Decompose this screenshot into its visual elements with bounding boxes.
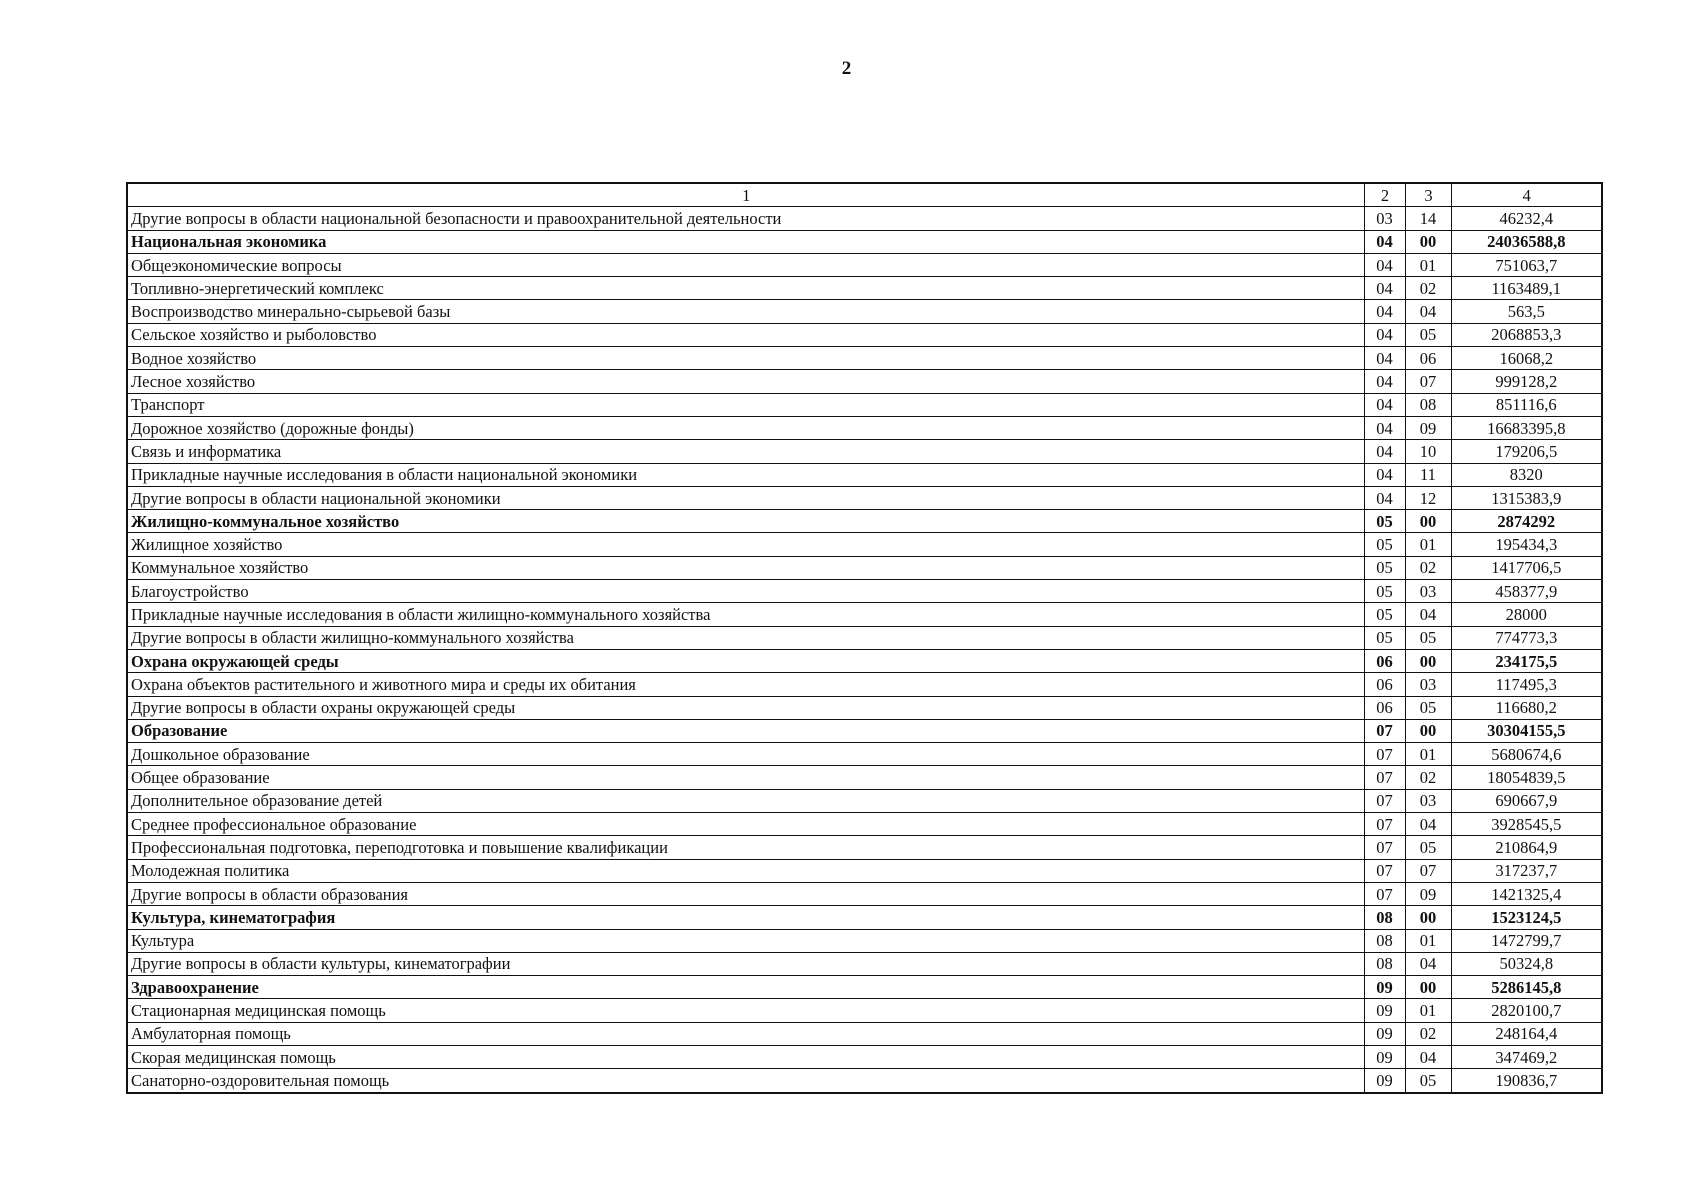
- row-section-code: 04: [1364, 440, 1405, 463]
- row-amount: 5286145,8: [1451, 976, 1602, 999]
- row-subsection-code: 03: [1405, 789, 1451, 812]
- table-row: [127, 696, 1602, 719]
- row-amount: 234175,5: [1451, 649, 1602, 672]
- row-subsection-code: 04: [1405, 1045, 1451, 1068]
- row-subsection-code: 01: [1405, 533, 1451, 556]
- row-section-code: 04: [1364, 300, 1405, 323]
- table-row: [127, 952, 1602, 975]
- row-section-code: 04: [1364, 277, 1405, 300]
- row-name: Стационарная медицинская помощь: [127, 999, 1364, 1022]
- row-subsection-code: 02: [1405, 766, 1451, 789]
- row-section-code: 04: [1364, 230, 1405, 253]
- row-name: Охрана объектов растительного и животного мира и среды их обитания: [127, 673, 1364, 696]
- row-section-code: 03: [1364, 207, 1405, 230]
- row-section-code: 07: [1364, 743, 1405, 766]
- row-name: Дошкольное образование: [127, 743, 1364, 766]
- row-section-code: 08: [1364, 929, 1405, 952]
- row-subsection-code: 04: [1405, 300, 1451, 323]
- row-name: Другие вопросы в области охраны окружающей среды: [127, 696, 1364, 719]
- row-name: Прикладные научные исследования в области жилищно-коммунального хозяйства: [127, 603, 1364, 626]
- row-amount: 2820100,7: [1451, 999, 1602, 1022]
- row-amount: 2874292: [1451, 510, 1602, 533]
- table-row: [127, 556, 1602, 579]
- row-section-code: 04: [1364, 370, 1405, 393]
- row-section-code: 06: [1364, 649, 1405, 672]
- table-row: [127, 766, 1602, 789]
- table-row: [127, 580, 1602, 603]
- row-section-code: 08: [1364, 906, 1405, 929]
- row-subsection-code: 05: [1405, 836, 1451, 859]
- table-row: [127, 416, 1602, 439]
- table-body: [127, 207, 1602, 1093]
- table-row: [127, 813, 1602, 836]
- header-col-1: 1: [127, 183, 1364, 207]
- row-section-code: 05: [1364, 533, 1405, 556]
- row-subsection-code: 06: [1405, 347, 1451, 370]
- budget-table: [126, 182, 1603, 1094]
- table-row: [127, 976, 1602, 999]
- table-row: [127, 300, 1602, 323]
- row-section-code: 06: [1364, 673, 1405, 696]
- table-row: [127, 230, 1602, 253]
- row-name: Благоустройство: [127, 580, 1364, 603]
- row-name: Национальная экономика: [127, 230, 1364, 253]
- table-row: [127, 929, 1602, 952]
- row-subsection-code: 00: [1405, 510, 1451, 533]
- table-row: [127, 370, 1602, 393]
- row-name: Другие вопросы в области национальной безопасности и правоохранительной деятельности: [127, 207, 1364, 230]
- row-subsection-code: 05: [1405, 323, 1451, 346]
- row-subsection-code: 05: [1405, 696, 1451, 719]
- row-section-code: 07: [1364, 719, 1405, 742]
- table-row: [127, 253, 1602, 276]
- page-number: 2: [841, 58, 852, 79]
- row-subsection-code: 01: [1405, 743, 1451, 766]
- row-name: Образование: [127, 719, 1364, 742]
- table-row: [127, 486, 1602, 509]
- row-subsection-code: 02: [1405, 277, 1451, 300]
- row-name: Амбулаторная помощь: [127, 1022, 1364, 1045]
- row-section-code: 04: [1364, 253, 1405, 276]
- table-row: [127, 1022, 1602, 1045]
- row-name: Другие вопросы в области образования: [127, 882, 1364, 905]
- row-amount: 458377,9: [1451, 580, 1602, 603]
- row-name: Связь и информатика: [127, 440, 1364, 463]
- row-name: Скорая медицинская помощь: [127, 1045, 1364, 1068]
- table-row: [127, 277, 1602, 300]
- row-subsection-code: 00: [1405, 976, 1451, 999]
- header-col-4: 4: [1451, 183, 1602, 207]
- table-row: [127, 836, 1602, 859]
- row-amount: 774773,3: [1451, 626, 1602, 649]
- row-name: Профессиональная подготовка, переподготовка и повышение квалификации: [127, 836, 1364, 859]
- row-amount: 18054839,5: [1451, 766, 1602, 789]
- row-subsection-code: 01: [1405, 929, 1451, 952]
- row-section-code: 04: [1364, 347, 1405, 370]
- row-subsection-code: 00: [1405, 649, 1451, 672]
- table-row: [127, 859, 1602, 882]
- table-row: [127, 440, 1602, 463]
- table-row: [127, 626, 1602, 649]
- row-subsection-code: 05: [1405, 1069, 1451, 1093]
- row-subsection-code: 01: [1405, 999, 1451, 1022]
- row-name: Прикладные научные исследования в области национальной экономики: [127, 463, 1364, 486]
- row-section-code: 05: [1364, 603, 1405, 626]
- table-row: [127, 347, 1602, 370]
- row-name: Коммунальное хозяйство: [127, 556, 1364, 579]
- row-section-code: 04: [1364, 486, 1405, 509]
- row-amount: 16683395,8: [1451, 416, 1602, 439]
- row-subsection-code: 00: [1405, 719, 1451, 742]
- row-section-code: 09: [1364, 976, 1405, 999]
- table-row: [127, 789, 1602, 812]
- row-section-code: 09: [1364, 1069, 1405, 1093]
- row-name: Водное хозяйство: [127, 347, 1364, 370]
- row-amount: 8320: [1451, 463, 1602, 486]
- row-subsection-code: 11: [1405, 463, 1451, 486]
- table-row: [127, 743, 1602, 766]
- row-amount: 50324,8: [1451, 952, 1602, 975]
- row-subsection-code: 04: [1405, 952, 1451, 975]
- table-row: [127, 510, 1602, 533]
- row-section-code: 05: [1364, 556, 1405, 579]
- row-amount: 1421325,4: [1451, 882, 1602, 905]
- row-section-code: 07: [1364, 882, 1405, 905]
- row-section-code: 04: [1364, 463, 1405, 486]
- row-name: Здравоохранение: [127, 976, 1364, 999]
- row-amount: 1472799,7: [1451, 929, 1602, 952]
- row-subsection-code: 09: [1405, 416, 1451, 439]
- row-subsection-code: 04: [1405, 813, 1451, 836]
- table-row: [127, 533, 1602, 556]
- row-name: Дорожное хозяйство (дорожные фонды): [127, 416, 1364, 439]
- row-section-code: 07: [1364, 836, 1405, 859]
- row-name: Транспорт: [127, 393, 1364, 416]
- row-name: Другие вопросы в области национальной экономики: [127, 486, 1364, 509]
- row-name: Сельское хозяйство и рыболовство: [127, 323, 1364, 346]
- row-amount: 563,5: [1451, 300, 1602, 323]
- table-row: [127, 882, 1602, 905]
- row-section-code: 04: [1364, 416, 1405, 439]
- row-subsection-code: 12: [1405, 486, 1451, 509]
- table-row: [127, 999, 1602, 1022]
- table-row: [127, 323, 1602, 346]
- row-amount: 851116,6: [1451, 393, 1602, 416]
- row-subsection-code: 14: [1405, 207, 1451, 230]
- row-section-code: 09: [1364, 1045, 1405, 1068]
- row-name: Общее образование: [127, 766, 1364, 789]
- row-name: Воспроизводство минерально-сырьевой базы: [127, 300, 1364, 323]
- row-amount: 116680,2: [1451, 696, 1602, 719]
- table-row: [127, 603, 1602, 626]
- row-subsection-code: 00: [1405, 906, 1451, 929]
- table-row: [127, 1069, 1602, 1093]
- row-subsection-code: 01: [1405, 253, 1451, 276]
- row-amount: 28000: [1451, 603, 1602, 626]
- row-amount: 30304155,5: [1451, 719, 1602, 742]
- row-subsection-code: 02: [1405, 556, 1451, 579]
- row-subsection-code: 05: [1405, 626, 1451, 649]
- row-amount: 16068,2: [1451, 347, 1602, 370]
- table-row: [127, 906, 1602, 929]
- table-row: [127, 673, 1602, 696]
- row-name: Общеэкономические вопросы: [127, 253, 1364, 276]
- row-subsection-code: 07: [1405, 370, 1451, 393]
- table-row: [127, 649, 1602, 672]
- table-row: [127, 1045, 1602, 1068]
- row-section-code: 04: [1364, 323, 1405, 346]
- row-name: Топливно-энергетический комплекс: [127, 277, 1364, 300]
- row-section-code: 08: [1364, 952, 1405, 975]
- row-amount: 751063,7: [1451, 253, 1602, 276]
- row-subsection-code: 04: [1405, 603, 1451, 626]
- row-section-code: 06: [1364, 696, 1405, 719]
- row-amount: 46232,4: [1451, 207, 1602, 230]
- row-amount: 317237,7: [1451, 859, 1602, 882]
- row-amount: 179206,5: [1451, 440, 1602, 463]
- row-name: Другие вопросы в области культуры, кинематографии: [127, 952, 1364, 975]
- row-amount: 1523124,5: [1451, 906, 1602, 929]
- row-amount: 690667,9: [1451, 789, 1602, 812]
- row-section-code: 07: [1364, 813, 1405, 836]
- row-amount: 2068853,3: [1451, 323, 1602, 346]
- row-name: Охрана окружающей среды: [127, 649, 1364, 672]
- table-row: [127, 463, 1602, 486]
- table-row: [127, 719, 1602, 742]
- row-amount: 999128,2: [1451, 370, 1602, 393]
- row-name: Санаторно-оздоровительная помощь: [127, 1069, 1364, 1093]
- row-section-code: 05: [1364, 580, 1405, 603]
- row-name: Культура, кинематография: [127, 906, 1364, 929]
- row-amount: 210864,9: [1451, 836, 1602, 859]
- row-name: Среднее профессиональное образование: [127, 813, 1364, 836]
- table-row: [127, 393, 1602, 416]
- row-section-code: 05: [1364, 510, 1405, 533]
- row-name: Лесное хозяйство: [127, 370, 1364, 393]
- row-amount: 1417706,5: [1451, 556, 1602, 579]
- row-amount: 248164,4: [1451, 1022, 1602, 1045]
- row-section-code: 07: [1364, 766, 1405, 789]
- row-subsection-code: 03: [1405, 580, 1451, 603]
- row-name: Молодежная политика: [127, 859, 1364, 882]
- row-subsection-code: 02: [1405, 1022, 1451, 1045]
- row-section-code: 04: [1364, 393, 1405, 416]
- row-name: Дополнительное образование детей: [127, 789, 1364, 812]
- row-subsection-code: 00: [1405, 230, 1451, 253]
- row-name: Другие вопросы в области жилищно-коммунального хозяйства: [127, 626, 1364, 649]
- row-name: Жилищное хозяйство: [127, 533, 1364, 556]
- row-subsection-code: 03: [1405, 673, 1451, 696]
- row-name: Культура: [127, 929, 1364, 952]
- header-col-3: 3: [1405, 183, 1451, 207]
- header-row: [127, 183, 1602, 207]
- row-subsection-code: 07: [1405, 859, 1451, 882]
- table-row: [127, 207, 1602, 230]
- row-amount: 3928545,5: [1451, 813, 1602, 836]
- row-section-code: 05: [1364, 626, 1405, 649]
- row-name: Жилищно-коммунальное хозяйство: [127, 510, 1364, 533]
- row-amount: 195434,3: [1451, 533, 1602, 556]
- row-amount: 5680674,6: [1451, 743, 1602, 766]
- row-subsection-code: 09: [1405, 882, 1451, 905]
- row-subsection-code: 08: [1405, 393, 1451, 416]
- row-amount: 190836,7: [1451, 1069, 1602, 1093]
- table-header: [127, 183, 1602, 207]
- header-col-2: 2: [1364, 183, 1405, 207]
- row-amount: 117495,3: [1451, 673, 1602, 696]
- row-section-code: 07: [1364, 859, 1405, 882]
- row-section-code: 09: [1364, 1022, 1405, 1045]
- row-amount: 24036588,8: [1451, 230, 1602, 253]
- row-amount: 347469,2: [1451, 1045, 1602, 1068]
- row-section-code: 09: [1364, 999, 1405, 1022]
- row-amount: 1163489,1: [1451, 277, 1602, 300]
- row-amount: 1315383,9: [1451, 486, 1602, 509]
- row-section-code: 07: [1364, 789, 1405, 812]
- row-subsection-code: 10: [1405, 440, 1451, 463]
